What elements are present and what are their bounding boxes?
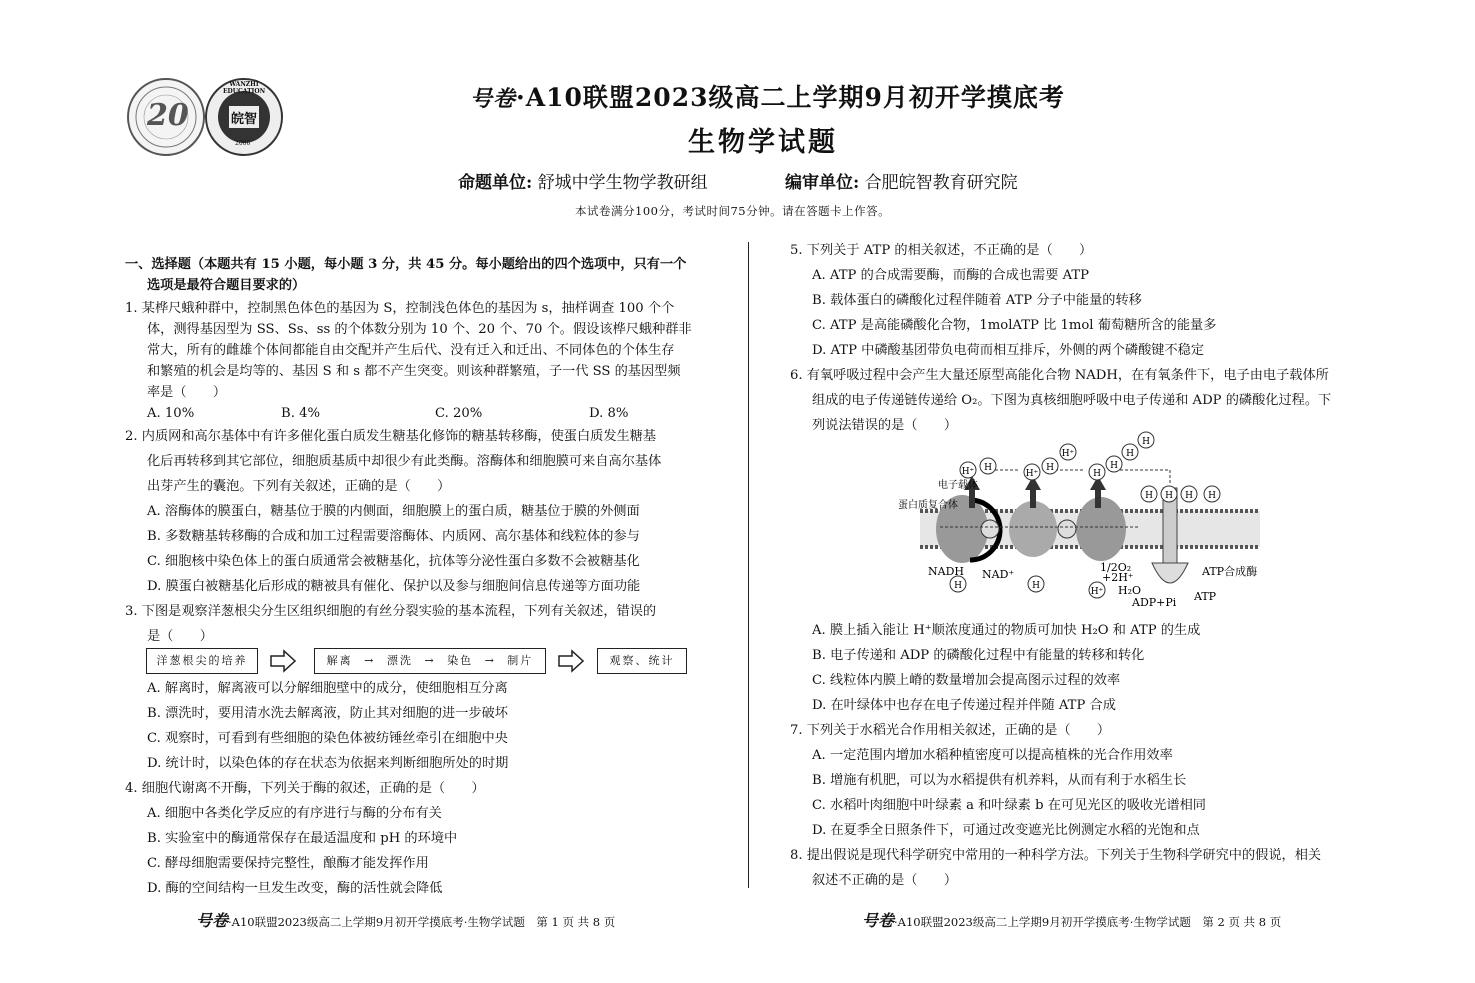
label-two-h: +2H⁺ (1102, 571, 1134, 584)
q2-line: 2. 内质网和高尔基体中有许多催化蛋白质发生糖基化修饰的糖基转移酶，使蛋白质发生糖基 (125, 429, 657, 444)
question-3 (125, 599, 725, 776)
logo2-ring-text: WANZHI EDUCATION (222, 81, 266, 95)
q7-option-c: C. 水稻叶肉细胞中叶绿素 a 和叶绿素 b 在可见光区的吸收光谱相同 (812, 798, 1206, 813)
label-atp-synthase: ATP合成酶 (1202, 565, 1258, 578)
school-anniversary-logo (127, 78, 205, 156)
q8-line: 8. 提出假说是现代科学研究中常用的一种科学方法。下列关于生物科学研究中的假说，相关 (790, 848, 1322, 863)
subject-title: 生物学试题 (688, 127, 838, 158)
q3-line: 3. 下图是观察洋葱根尖分生区组织细胞的有丝分裂实验的基本流程，下列有关叙述，错误的 (125, 604, 657, 619)
q2-option-b: B. 多数糖基转移酶的合成和加工过程需要溶酶体、内质网、高尔基体和线粒体的参与 (147, 529, 640, 544)
question-2 (125, 424, 725, 599)
q4-option-d: D. 酶的空间结构一旦发生改变，酶的活性就会降低 (147, 881, 443, 896)
reviewer-unit (785, 168, 1018, 193)
exam-note: 本试卷满分100分，考试时间75分钟。请在答题卡上作答。 (575, 204, 891, 218)
q6-line: 列说法错误的是（ ） (812, 418, 958, 433)
flow-step-observe: 观察、统计 (597, 648, 687, 674)
h-label: H (1185, 491, 1193, 501)
q8-line: 叙述不正确的是（ ） (812, 873, 958, 888)
q5-line: 5. 下列关于 ATP 的相关叙述，不正确的是（ ） (790, 243, 1093, 258)
q5-option-d: D. ATP 中磷酸基团带负电荷而相互排斥，外侧的两个磷酸键不稳定 (812, 343, 1205, 358)
label-h2o: H₂O (1118, 584, 1142, 597)
h-label: H⁺ (1090, 587, 1104, 597)
question-8 (790, 843, 1360, 893)
footer-right-text: ·A10联盟2023级高二上学期9月初开学摸底考·生物学试题 第 2 页 共 8 页 (894, 915, 1282, 929)
q2-option-a: A. 溶酶体的膜蛋白，糖基位于膜的内侧面，细胞膜上的蛋白质，糖基位于膜的外侧面 (147, 504, 640, 519)
q3-option-c: C. 观察时，可看到有些细胞的染色体被纺锤丝牵引在细胞中央 (147, 731, 508, 746)
h-label: H (1032, 581, 1040, 591)
footer-right (862, 908, 1281, 931)
q1-options (125, 403, 725, 424)
q6-option-a: A. 膜上插入能让 H⁺顺浓度通过的物质可加快 H₂O 和 ATP 的生成 (812, 623, 1201, 638)
q1-option-b: B. 4% (281, 406, 320, 421)
q3-option-d: D. 统计时，以染色体的存在状态为依据来判断细胞所处的时期 (147, 756, 509, 771)
exam-title-text: ·A10联盟2023级高二上学期9月初开学摸底考 (516, 83, 1065, 112)
question-5 (790, 238, 1360, 363)
label-nad: NAD⁺ (982, 568, 1015, 581)
dashed-flow (985, 470, 1170, 483)
q2-line: 出芽产生的囊泡。下列有关叙述，正确的是（ ） (147, 479, 451, 494)
q7-option-a: A. 一定范围内增加水稻种植密度可以提高植株的光合作用效率 (812, 748, 1173, 763)
protein-complex-2 (1009, 501, 1057, 557)
flow-step-culture: 洋葱根尖的培养 (146, 648, 258, 674)
h-label: H (954, 581, 962, 591)
proposer-unit (458, 168, 708, 193)
wanzhi-education-logo (205, 78, 283, 156)
q2-line: 化后再转移到其它部位，细胞质基质中却很少有此类酶。溶酶体和细胞膜可来自高尔基体 (147, 454, 662, 469)
flow-step-processing: 解离 → 漂洗 → 染色 → 制片 (314, 648, 546, 674)
question-7 (790, 718, 1360, 843)
h-label: H⁺ (1025, 469, 1039, 479)
q3-line: 是（ ） (147, 629, 213, 644)
q6-option-d: D. 在叶绿体中也存在电子传递过程并伴随 ATP 合成 (812, 698, 1116, 713)
proposer-label: 命题单位: (458, 173, 533, 193)
q2-option-d: D. 膜蛋白被糖基化后形成的糖被具有催化、保护以及参与细胞间信息传递等方面功能 (147, 579, 641, 594)
q5-option-a: A. ATP 的合成需要酶，而酶的合成也需要 ATP (812, 268, 1090, 283)
q7-line: 7. 下列关于水稻光合作用相关叙述，正确的是（ ） (790, 723, 1111, 738)
q2-option-c: C. 细胞核中染色体上的蛋白质通常会被糖基化，抗体等分泌性蛋白多数不会被糖基化 (147, 554, 640, 569)
left-column (125, 252, 725, 901)
column-divider (748, 242, 749, 888)
flow-arrow-icon (270, 649, 296, 673)
reviewer-label: 编审单位: (785, 173, 860, 193)
q1-option-c: C. 20% (435, 406, 483, 421)
h-label: H (1165, 491, 1173, 501)
label-nadh: NADH (928, 565, 964, 578)
h-label: H (1126, 449, 1134, 459)
logo2-text: 皖智 (231, 112, 258, 127)
q4-option-b: B. 实验室中的酶通常保存在最适温度和 pH 的环境中 (147, 831, 458, 846)
h-label: H⁺ (961, 467, 975, 477)
electron-carrier-b (1058, 520, 1076, 538)
label-electron-carrier: 电子载体 (938, 480, 978, 491)
q3-option-a: A. 解离时，解离液可以分解细胞壁中的成分，使细胞相互分离 (147, 681, 508, 696)
q5-option-c: C. ATP 是高能磷酸化合物，1molATP 比 1mol 葡萄糖所含的能量多 (812, 318, 1217, 333)
q3-option-b: B. 漂洗时，要用清水洗去解离液，防止其对细胞的进一步破坏 (147, 706, 508, 721)
q5-option-b: B. 载体蛋白的磷酸化过程伴随着 ATP 分子中能量的转移 (812, 293, 1142, 308)
q7-option-d: D. 在夏季全日照条件下，可通过改变遮光比例测定水稻的光饱和点 (812, 823, 1200, 838)
h-label: H (1046, 463, 1054, 473)
flow-arrow-icon (558, 649, 584, 673)
q4-option-c: C. 酵母细胞需要保持完整性，酿酶才能发挥作用 (147, 856, 429, 871)
footer-left-text: ·A10联盟2023级高二上学期9月初开学摸底考·生物学试题 第 1 页 共 8 页 (228, 915, 616, 929)
q6-line: 6. 有氧呼吸过程中会产生大量还原型高能化合物 NADH，在有氧条件下，电子由电子载体所 (790, 368, 1329, 383)
label-atp: ATP (1194, 590, 1217, 603)
logo2-year: 2006 (235, 140, 251, 147)
footer-left (196, 908, 615, 931)
h-label: H (1093, 469, 1101, 479)
q1-line: 常大，所有的雌雄个体间都能自由交配并产生后代、没有迁入和迁出、不同体色的个体生存 (147, 343, 675, 358)
q1-line: 1. 某桦尺蛾种群中，控制黑色体色的基因为 S，控制浅色体色的基因为 s，抽样调查 100 个个 (125, 301, 675, 316)
q1-line: 和繁殖的机会是均等的、基因 S 和 s 都不产生突变。则该种群繁殖，子一代 SS 的基因型频 (147, 364, 681, 379)
q4-line: 4. 细胞代谢离不开酶，下列关于酶的叙述，正确的是（ ） (125, 781, 485, 796)
electron-transport-figure (890, 428, 1280, 613)
exam-title (470, 78, 1065, 114)
h-label: H (984, 463, 992, 473)
label-protein-complex: 蛋白质复合体 (898, 500, 958, 511)
footer-brand: 号卷 (196, 911, 229, 930)
brand-mark: 号卷 (470, 86, 517, 112)
q6-option-b: B. 电子传递和 ADP 的磷酸化过程中有能量的转移和转化 (812, 648, 1145, 663)
logo1-number: 20 (147, 98, 189, 133)
electron-carrier-a (981, 520, 999, 538)
label-half-o2: 1/2O₂ (1100, 561, 1132, 574)
reviewer-name: 合肥皖智教育研究院 (864, 173, 1018, 193)
q1-line: 率是（ ） (147, 385, 227, 400)
q1-option-a: A. 10% (147, 406, 195, 421)
h-label: H (1145, 491, 1153, 501)
h-label: H⁺ (1061, 449, 1075, 459)
q1-option-d: D. 8% (589, 406, 629, 421)
h-label: H (1110, 461, 1118, 471)
q7-option-b: B. 增施有机肥，可以为水稻提供有机养料，从而有利于水稻生长 (812, 773, 1187, 788)
h-label: H (1208, 491, 1216, 501)
question-1 (125, 298, 725, 424)
footer-brand: 号卷 (862, 911, 895, 930)
label-adp-pi: ADP+Pi (1132, 596, 1177, 609)
question-4 (125, 776, 725, 901)
q1-line: 体，测得基因型为 SS、Ss、ss 的个体数分别为 10 个、20 个、70 个。假设该桦尺蛾种群非 (147, 322, 692, 337)
q6-line: 组成的电子传递链传递给 O₂。下图为真核细胞呼吸中电子传递和 ADP 的磷酸化过程。下 (812, 393, 1332, 408)
q4-option-a: A. 细胞中各类化学反应的有序进行与酶的分布有关 (147, 806, 442, 821)
section-heading-cont: 选项是最符合题目要求的） (147, 278, 306, 293)
h-label: H (1142, 437, 1150, 447)
q6-option-c: C. 线粒体内膜上嵴的数量增加会提高图示过程的效率 (812, 673, 1121, 688)
proposer-name: 舒城中学生物学教研组 (537, 173, 708, 193)
section-heading: 一、选择题（本题共有 15 小题，每小题 3 分，共 45 分。每小题给出的四个选项中，只有一个 (125, 257, 687, 272)
